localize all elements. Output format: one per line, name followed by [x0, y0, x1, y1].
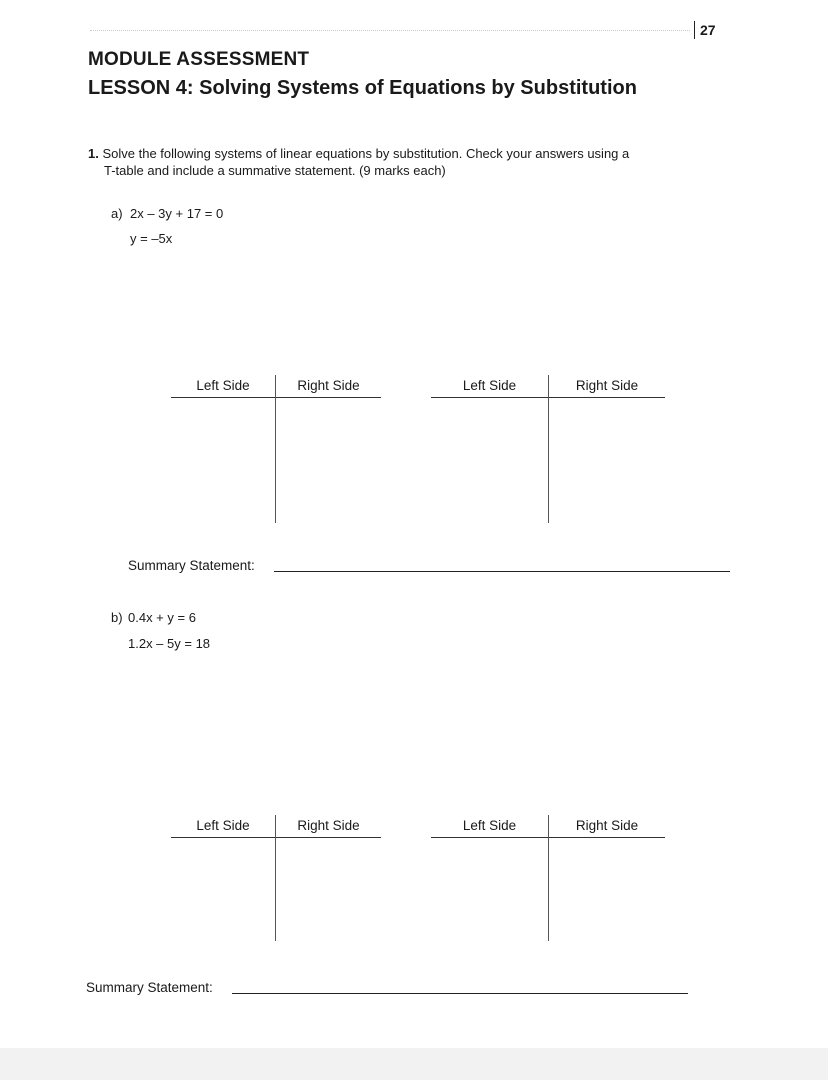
t-table-right-header: Right Side — [575, 818, 639, 833]
part-b-t-table-2 — [431, 815, 665, 941]
part-b-summary-label: Summary Statement: — [86, 980, 213, 995]
t-table-horizontal-line — [171, 837, 381, 838]
part-a-label: a) — [111, 206, 123, 221]
question-text-line2: T-table and include a summative statement. (9 marks each) — [104, 163, 446, 178]
lesson-title: LESSON 4: Solving Systems of Equations by Substitution — [88, 77, 637, 99]
question-text-line1: Solve the following systems of linear equations by substitution. Check your answers using a — [102, 146, 630, 161]
t-table-left-header: Left Side — [196, 378, 250, 393]
part-a-summary-line[interactable] — [274, 571, 730, 572]
scan-artifact — [90, 30, 690, 32]
t-table-right-header: Right Side — [297, 378, 360, 393]
part-b-summary-line[interactable] — [232, 993, 688, 994]
part-a-t-table-1 — [171, 375, 381, 523]
t-table-left-header: Left Side — [196, 818, 250, 833]
t-table-right-header: Right Side — [297, 818, 360, 833]
part-b-t-table-1 — [171, 815, 381, 941]
t-table-vertical-line — [548, 375, 549, 523]
part-a-summary-label: Summary Statement: — [128, 558, 255, 573]
t-table-left-header: Left Side — [462, 378, 517, 393]
question-number: 1. — [88, 146, 99, 161]
t-table-right-header: Right Side — [575, 378, 639, 393]
page-bottom-edge — [0, 1048, 828, 1080]
page-number: 27 — [700, 22, 716, 38]
part-a-t-table-2 — [431, 375, 665, 523]
part-b-equation-2: 1.2x – 5y = 18 — [128, 636, 211, 651]
t-table-vertical-line — [548, 815, 549, 941]
module-title: MODULE ASSESSMENT — [88, 49, 310, 70]
part-a-equation-2: y = –5x — [130, 231, 173, 246]
t-table-vertical-line — [275, 375, 276, 523]
t-table-horizontal-line — [171, 397, 381, 398]
part-b-label: b) — [111, 610, 123, 625]
page-number-divider — [694, 21, 695, 39]
question-1 — [88, 145, 728, 179]
t-table-vertical-line — [275, 815, 276, 941]
part-b-equation-1: 0.4x + y = 6 — [128, 610, 196, 625]
t-table-left-header: Left Side — [462, 818, 517, 833]
part-a-equation-1: 2x – 3y + 17 = 0 — [130, 206, 224, 221]
